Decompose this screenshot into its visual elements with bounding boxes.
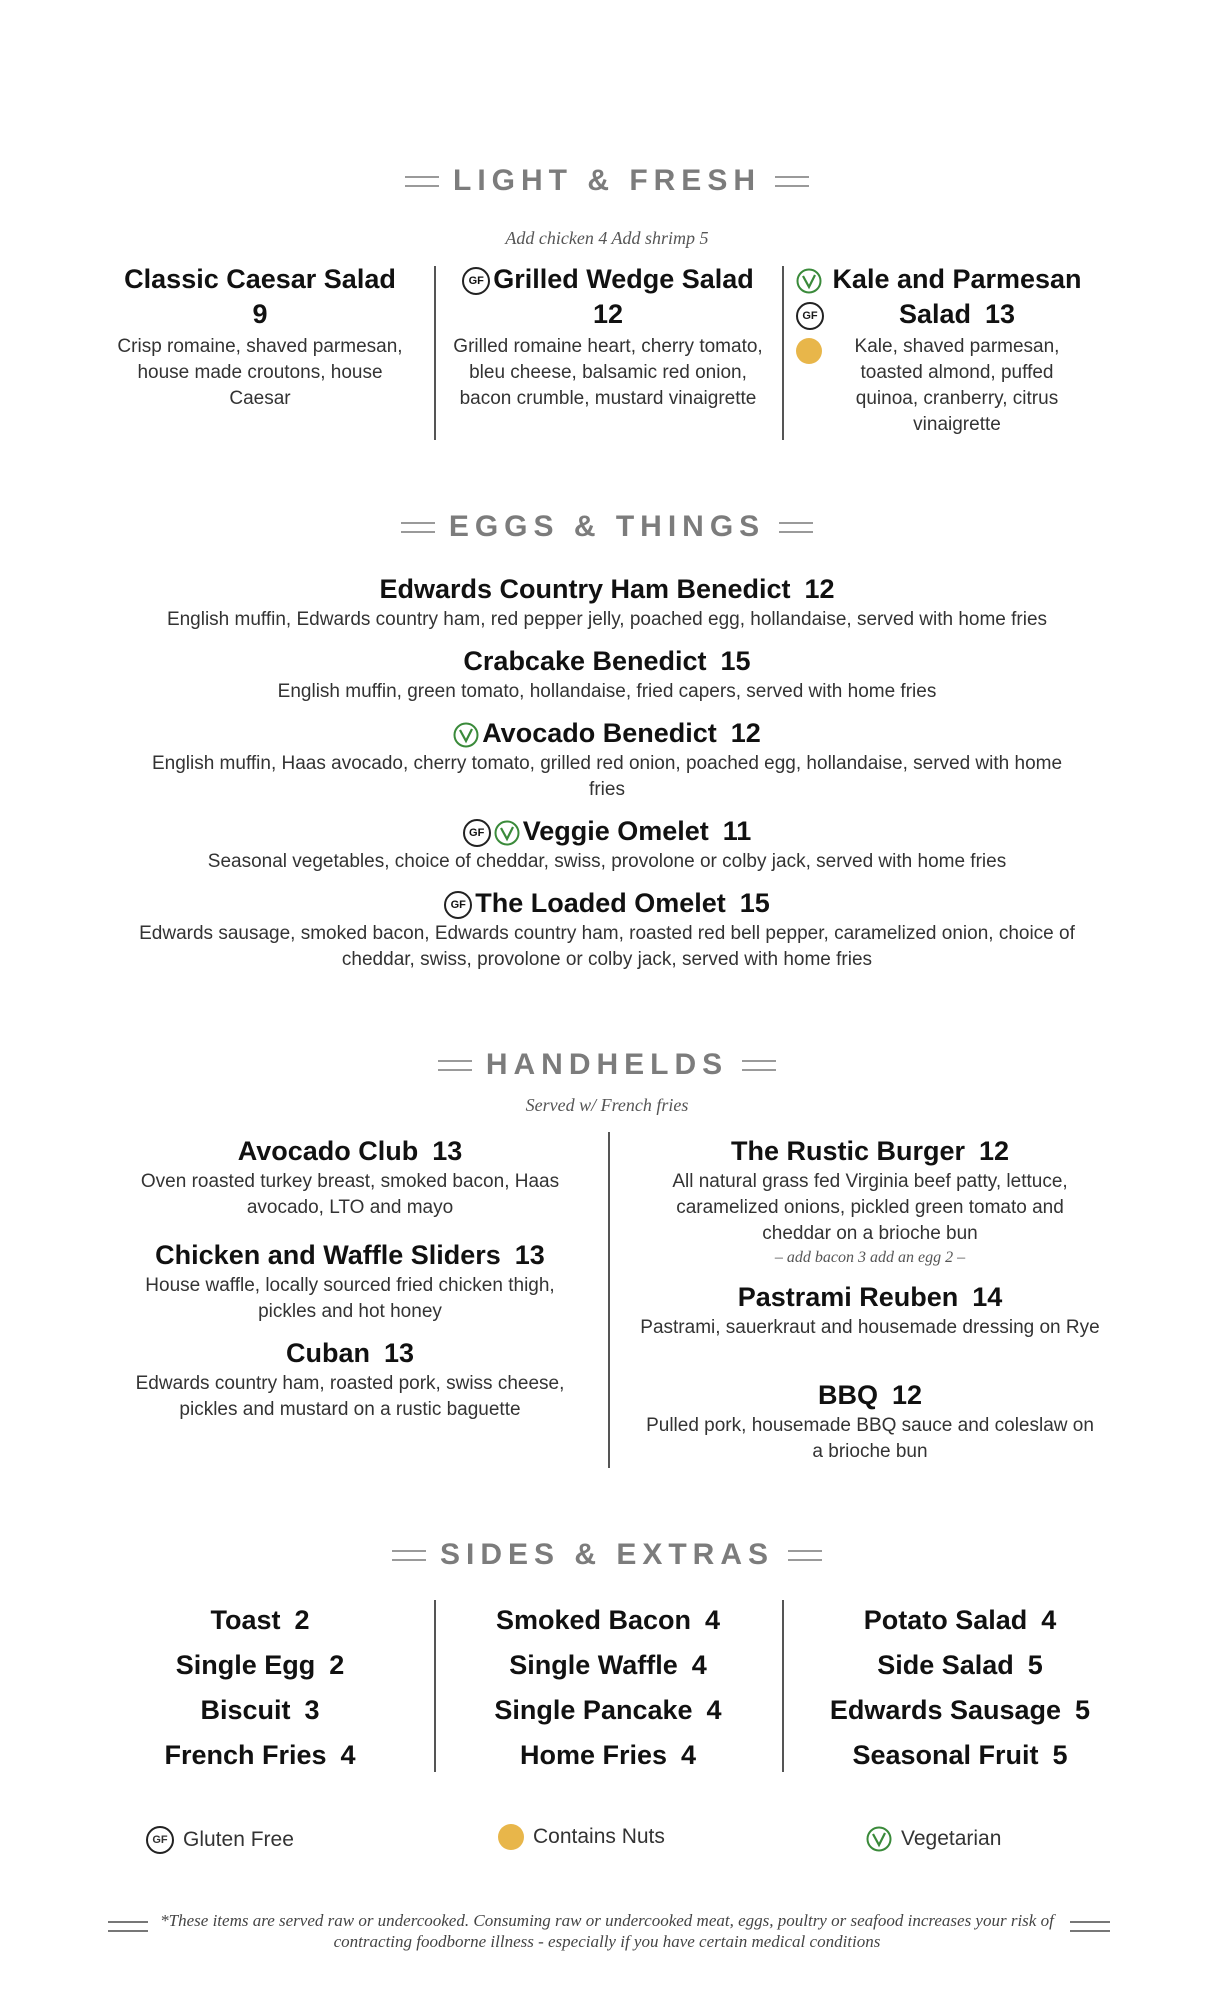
side-item — [448, 1733, 768, 1778]
side-name: Biscuit — [200, 1695, 291, 1725]
item-description: Kale, shaved parmesan, toasted almond, puffed quinoa, cranberry, citrus vinaigrette — [854, 336, 1060, 435]
side-price: 2 — [329, 1650, 345, 1680]
side-item — [120, 1688, 400, 1733]
item-name: Avocado Club — [237, 1136, 419, 1166]
menu-item-avocado-club — [115, 1134, 585, 1221]
item-name: Classic Caesar Salad — [124, 264, 396, 294]
side-name: Smoked Bacon — [495, 1605, 692, 1635]
heading-bars-left — [401, 522, 435, 533]
gluten-free-icon: GF — [146, 1826, 174, 1854]
column-divider — [608, 1132, 610, 1468]
item-name: Chicken and Waffle Sliders — [155, 1240, 501, 1270]
side-price: 4 — [706, 1695, 722, 1725]
light-fresh-subtitle: Add chicken 4 Add shrimp 5 — [505, 228, 709, 248]
footnote-bars-right — [1070, 1921, 1110, 1932]
side-item — [448, 1643, 768, 1688]
side-name: Single Pancake — [494, 1695, 693, 1725]
item-description: Oven roasted turkey breast, smoked bacon, Haas avocado, LTO and mayo — [140, 1171, 560, 1218]
item-name: Pastrami Reuben — [737, 1282, 959, 1312]
item-name: Grilled Wedge Salad — [493, 264, 754, 294]
menu-item-wedge — [448, 262, 768, 412]
side-item — [800, 1643, 1120, 1688]
item-price: 11 — [722, 816, 752, 846]
heading-bars-left — [405, 176, 439, 187]
side-price: 2 — [294, 1605, 310, 1635]
column-divider — [782, 1600, 784, 1772]
item-price: 12 — [592, 299, 624, 329]
side-name: Single Egg — [175, 1650, 316, 1680]
menu-item-caesar — [110, 262, 410, 412]
side-item — [120, 1733, 400, 1778]
menu-item-ham-benedict — [0, 572, 1214, 633]
item-name: Kale and Parmesan Salad — [832, 264, 1082, 329]
item-price: 12 — [730, 718, 761, 748]
raw-food-disclaimer: *These items are served raw or undercooked. Consuming raw or undercooked meat, eggs, poultry or seafood increases your risk of contracting foodborne illness - especially if you have certain medical conditions — [160, 1911, 1054, 1951]
gluten-free-icon: GF — [444, 891, 472, 919]
item-description: English muffin, Edwards country ham, red pepper jelly, poached egg, hollandaise, served with home fries — [166, 609, 1048, 630]
side-name: Seasonal Fruit — [852, 1740, 1039, 1770]
column-divider — [434, 1600, 436, 1772]
item-price: 15 — [720, 646, 751, 676]
item-name: The Rustic Burger — [730, 1136, 965, 1166]
side-item — [800, 1688, 1120, 1733]
vegetarian-icon — [866, 1826, 892, 1852]
contains-nuts-icon — [498, 1824, 524, 1850]
item-name: Cuban — [285, 1338, 370, 1368]
item-price: 14 — [972, 1282, 1003, 1312]
side-price: 4 — [681, 1740, 697, 1770]
section-title: EGGS & THINGS — [448, 510, 766, 543]
side-item — [448, 1688, 768, 1733]
heading-bars-right — [788, 1550, 822, 1561]
gluten-free-icon: GF — [463, 819, 491, 847]
heading-bars-right — [775, 176, 809, 187]
side-item — [120, 1598, 400, 1643]
item-name: BBQ — [817, 1380, 878, 1410]
sides-column-2 — [448, 1598, 768, 1778]
side-price: 5 — [1052, 1740, 1068, 1770]
section-eggs-heading — [0, 510, 1214, 544]
menu-item-veggie-omelet — [0, 814, 1214, 875]
item-description: English muffin, green tomato, hollandaise, fried capers, served with home fries — [277, 681, 937, 702]
side-name: Single Waffle — [509, 1650, 678, 1680]
item-description: Pulled pork, housemade BBQ sauce and coleslaw on a brioche bun — [646, 1415, 1094, 1462]
item-description: House waffle, locally sourced fried chicken thigh, pickles and hot honey — [145, 1275, 555, 1322]
item-name: Edwards Country Ham Benedict — [379, 574, 791, 604]
item-price: 13 — [985, 299, 1016, 329]
side-name: Edwards Sausage — [829, 1695, 1062, 1725]
side-name: Potato Salad — [863, 1605, 1028, 1635]
menu-item-crabcake-benedict — [0, 644, 1214, 705]
vegetarian-icon — [796, 268, 822, 294]
item-description: Seasonal vegetables, choice of cheddar, swiss, provolone or colby jack, served with home fries — [207, 851, 1007, 872]
item-price: 12 — [891, 1380, 923, 1410]
item-price: 12 — [979, 1136, 1010, 1166]
side-price: 4 — [691, 1650, 707, 1680]
section-light-fresh-heading — [0, 164, 1214, 198]
item-description: Crisp romaine, shaved parmesan, house made croutons, house Caesar — [117, 336, 403, 409]
vegetarian-icon — [494, 820, 520, 846]
legend-vegetarian — [866, 1826, 1001, 1852]
item-price: 13 — [432, 1136, 463, 1166]
item-name: Avocado Benedict — [482, 718, 717, 748]
vegetarian-icon — [453, 722, 479, 748]
side-item — [448, 1598, 768, 1643]
gluten-free-icon: GF — [462, 267, 490, 295]
column-divider — [782, 266, 784, 440]
menu-item-rustic-burger — [640, 1134, 1100, 1269]
legend-label: Vegetarian — [901, 1827, 1002, 1850]
item-description: Edwards country ham, roasted pork, swiss cheese, pickles and mustard on a rustic baguette — [135, 1373, 565, 1420]
item-price: 13 — [383, 1338, 415, 1368]
column-divider — [434, 266, 436, 440]
item-price: 9 — [252, 299, 268, 329]
side-item — [120, 1643, 400, 1688]
menu-item-pastrami-reuben — [640, 1280, 1100, 1341]
item-price: 13 — [514, 1240, 545, 1270]
contains-nuts-icon — [796, 338, 822, 364]
section-sides-heading — [0, 1538, 1214, 1572]
sides-column-3 — [800, 1598, 1120, 1778]
section-title: HANDHELDS — [485, 1048, 729, 1081]
side-price: 5 — [1075, 1695, 1091, 1725]
item-description: Pastrami, sauerkraut and housemade dressing on Rye — [640, 1317, 1100, 1338]
item-description: Edwards sausage, smoked bacon, Edwards country ham, roasted red bell pepper, caramelized onion, choice of cheddar, swiss, provolone or colby jack, served with home fries — [139, 923, 1075, 970]
item-price: 15 — [739, 888, 770, 918]
item-name: The Loaded Omelet — [475, 888, 726, 918]
item-description: English muffin, Haas avocado, cherry tomato, grilled red onion, poached egg, hollandaise, served with home fries — [151, 753, 1063, 800]
legend-label: Contains Nuts — [533, 1825, 665, 1848]
side-name: French Fries — [164, 1740, 327, 1770]
side-item — [800, 1733, 1120, 1778]
side-price: 3 — [304, 1695, 320, 1725]
menu-item-bbq — [640, 1378, 1100, 1465]
side-price: 4 — [340, 1740, 356, 1770]
menu-item-chicken-waffle-sliders — [115, 1238, 585, 1325]
sides-column-1 — [120, 1598, 400, 1778]
menu-item-loaded-omelet — [0, 886, 1214, 973]
section-title: LIGHT & FRESH — [453, 164, 761, 197]
menu-item-avocado-benedict — [0, 716, 1214, 803]
side-price: 4 — [705, 1605, 721, 1635]
kale-icon-stack — [796, 268, 828, 364]
section-title: SIDES & EXTRAS — [439, 1538, 775, 1571]
item-description: Grilled romaine heart, cherry tomato, bleu cheese, balsamic red onion, bacon crumble, mustard vinaigrette — [453, 336, 763, 409]
legend-label: Gluten Free — [183, 1828, 294, 1851]
handhelds-subtitle: Served w/ French fries — [525, 1095, 689, 1115]
menu-item-cuban — [115, 1336, 585, 1423]
item-addon-note: – add bacon 3 add an egg 2 – — [774, 1249, 966, 1266]
side-item — [800, 1598, 1120, 1643]
side-name: Home Fries — [519, 1740, 668, 1770]
side-name: Toast — [210, 1605, 281, 1635]
heading-bars-left — [392, 1550, 426, 1561]
heading-bars-right — [779, 522, 813, 533]
side-price: 4 — [1041, 1605, 1057, 1635]
heading-bars-left — [438, 1060, 472, 1071]
section-handhelds-heading — [0, 1048, 1214, 1082]
legend-gluten-free — [146, 1826, 294, 1854]
side-price: 5 — [1027, 1650, 1043, 1680]
heading-bars-right — [742, 1060, 776, 1071]
gluten-free-icon: GF — [796, 302, 824, 330]
menu-item-kale — [832, 262, 1082, 438]
side-name: Side Salad — [877, 1650, 1014, 1680]
legend-contains-nuts — [498, 1824, 665, 1850]
item-name: Crabcake Benedict — [463, 646, 707, 676]
footnote-bars-left — [108, 1921, 148, 1932]
item-description: All natural grass fed Virginia beef patty, lettuce, caramelized onions, pickled green tomato and cheddar on a brioche bun — [672, 1171, 1068, 1244]
item-name: Veggie Omelet — [522, 816, 709, 846]
item-price: 12 — [804, 574, 835, 604]
